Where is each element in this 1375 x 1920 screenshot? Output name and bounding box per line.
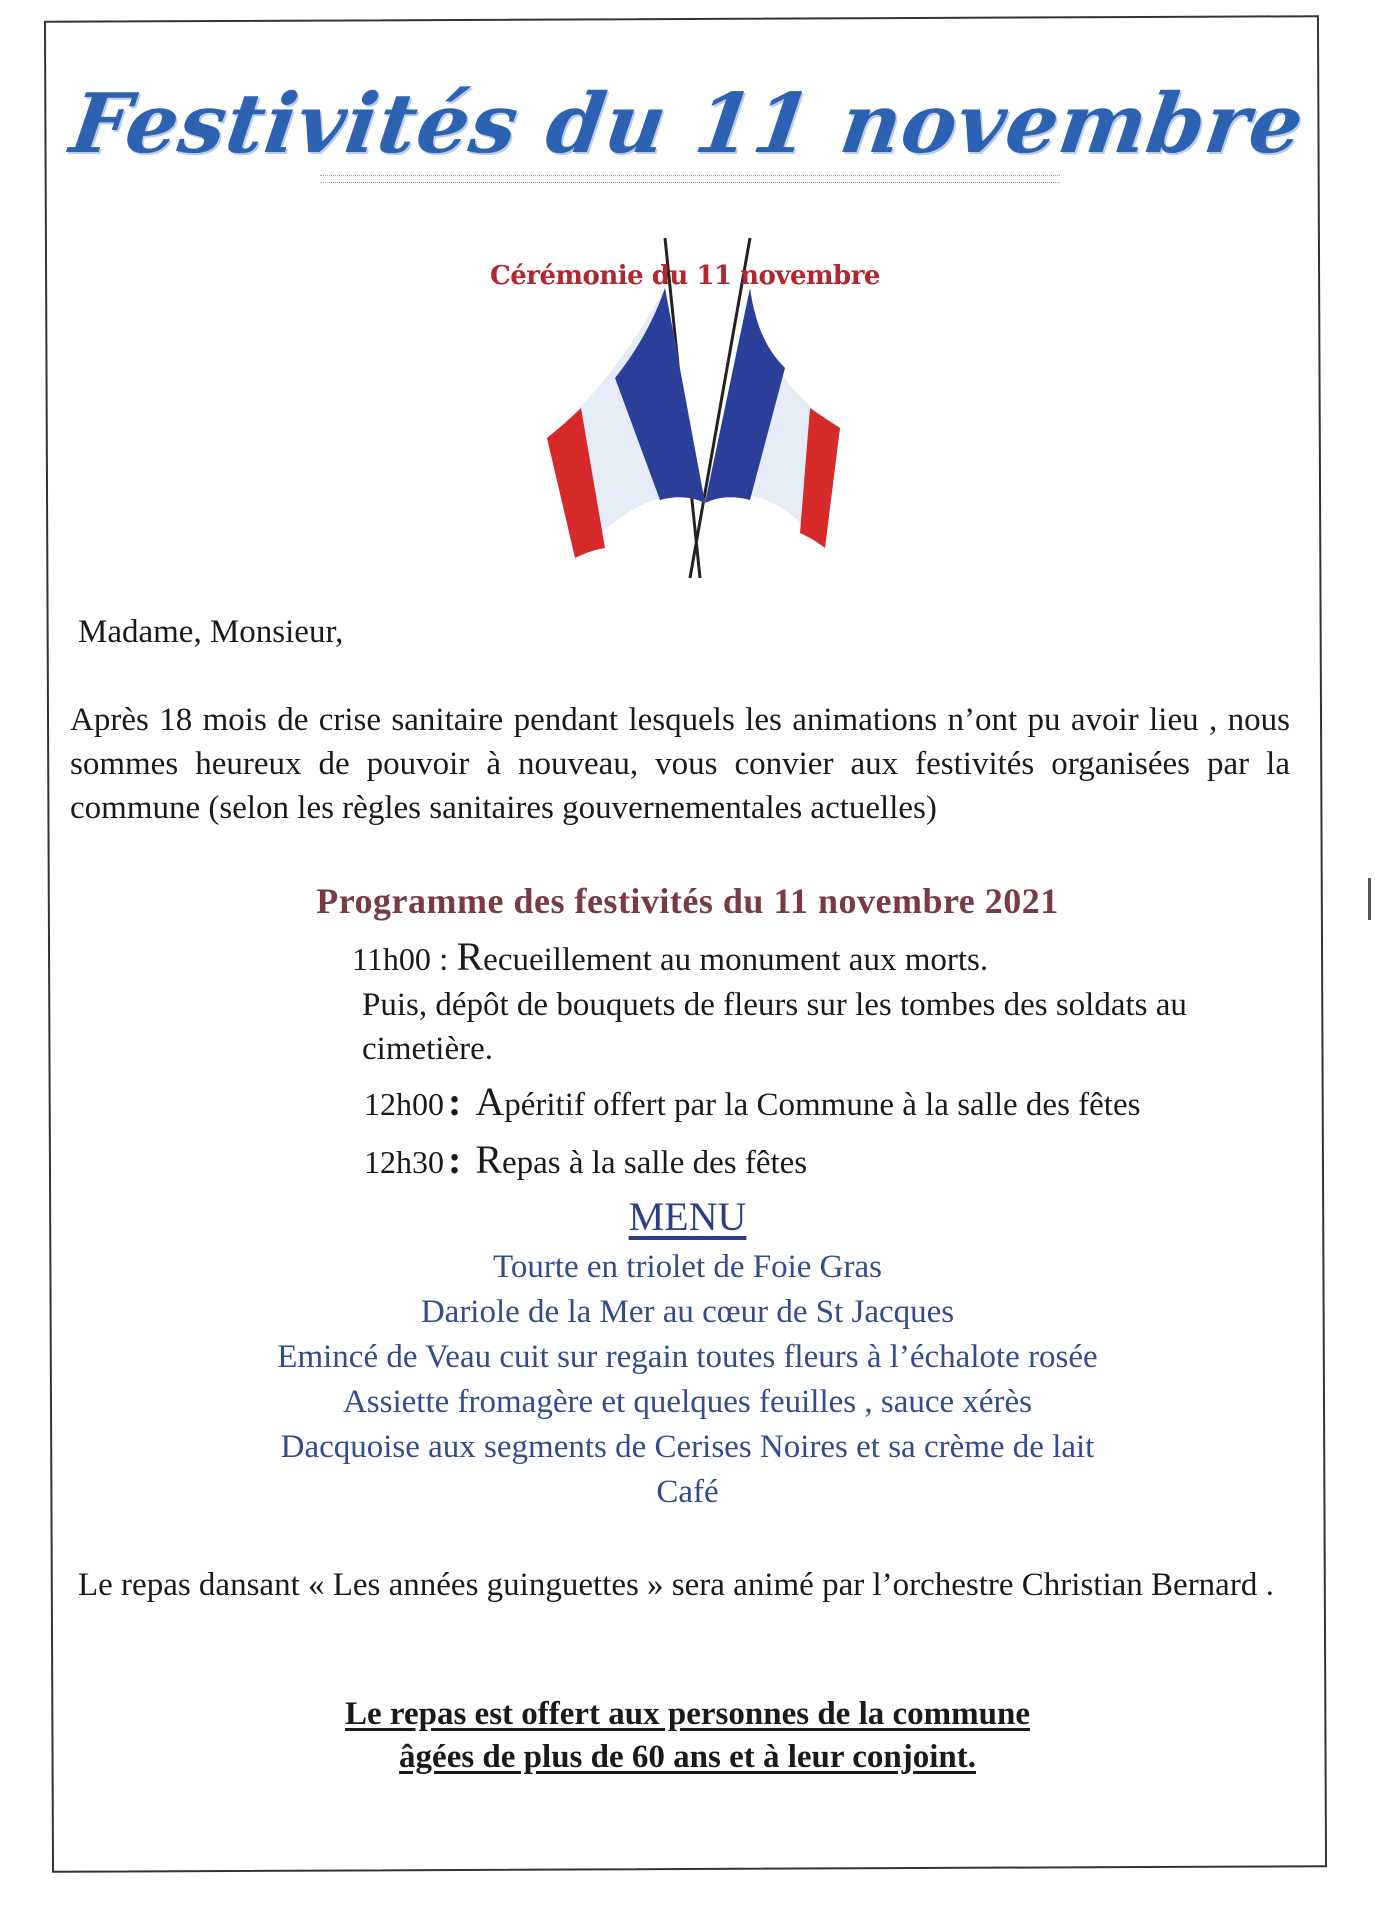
schedule-continuation: Puis, dépôt de bouquets de fleurs sur les tombes des soldats au cimetière.: [362, 987, 1187, 1067]
schedule-time: 12h30: [364, 1144, 444, 1180]
ceremony-caption: Cérémonie du 11 novembre: [490, 261, 880, 291]
ceremony-illustration: [465, 228, 905, 588]
schedule-initial: R: [456, 934, 484, 979]
menu-item: Dacquoise aux segments de Cerises Noires et sa crème de lait: [280, 1429, 1095, 1465]
schedule-time: 12h00: [364, 1086, 444, 1122]
schedule-text: péritif offert par la Commune à la salle des fêtes: [504, 1087, 1141, 1123]
menu-item: Tourte en triolet de Foie Gras: [493, 1249, 882, 1285]
title-underline: [320, 175, 1060, 183]
schedule-item: 12h00 : Apéritif offert par la Commune à la salle des fêtes: [364, 1079, 1141, 1124]
schedule-item: 12h30 : Repas à la salle des fêtes: [364, 1137, 808, 1182]
scan-mark: [1368, 878, 1371, 920]
schedule-time: 11h00: [352, 941, 431, 977]
intro-paragraph: Après 18 mois de crise sanitaire pendant lesquels les animations n’ont pu avoir lieu , nous sommes heureux de pouvoir à nouveau, vous convier aux festivités organisées par la commune (selon les règles sanitaires gouvernementales actuelles): [70, 702, 1290, 826]
menu-title: MENU: [628, 1194, 747, 1239]
schedule-item: 11h00 : Recueillement au monument aux morts.: [352, 934, 989, 979]
menu-item: Café: [656, 1474, 719, 1510]
menu-item: Dariole de la Mer au cœur de St Jacques: [420, 1294, 955, 1330]
menu-list: [120, 1245, 1255, 1515]
program-heading: Programme des festivités du 11 novembre 2021: [316, 881, 1059, 921]
offer-line: âgées de plus de 60 ans et à leur conjoint.: [399, 1739, 976, 1775]
closing-paragraph: Le repas dansant « Les années guinguettes » sera animé par l’orchestre Christian Bernard .: [78, 1567, 1274, 1603]
schedule-text: ecueillement au monument aux morts.: [483, 942, 989, 978]
schedule-initial: R: [475, 1137, 503, 1182]
schedule-text: epas à la salle des fêtes: [502, 1145, 808, 1181]
page-title: Festivités du 11 novembre: [65, 76, 1310, 172]
offer-notice: [0, 1693, 1375, 1779]
menu-item: Emincé de Veau cuit sur regain toutes fleurs à l’échalote rosée: [277, 1339, 1098, 1375]
schedule-initial: A: [475, 1079, 505, 1124]
menu-item: Assiette fromagère et quelques feuilles , sauce xérès: [342, 1384, 1033, 1420]
offer-line: Le repas est offert aux personnes de la commune: [345, 1696, 1030, 1732]
salutation: Madame, Monsieur,: [78, 614, 344, 650]
